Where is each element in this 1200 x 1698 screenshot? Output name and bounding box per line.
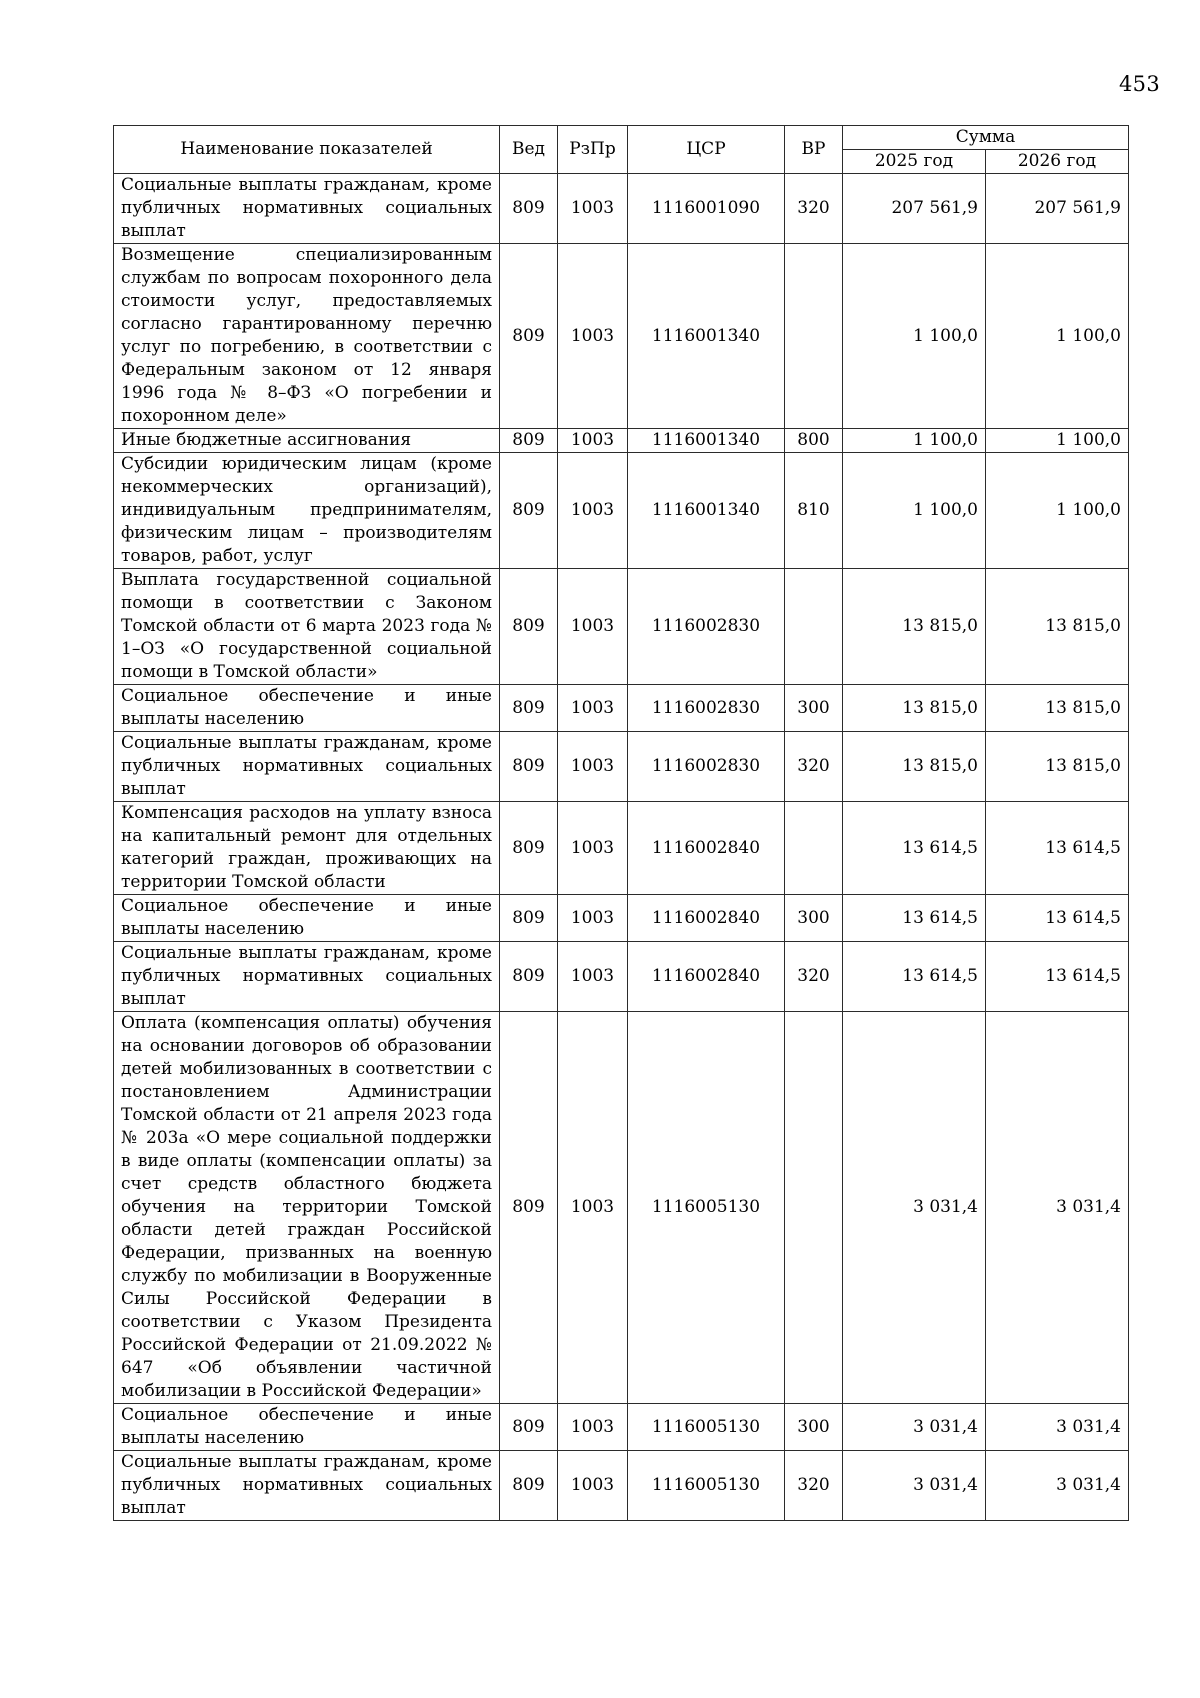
row-csr-cell: 1116005130 — [628, 1451, 785, 1521]
row-sum-2026-cell: 13 815,0 — [986, 569, 1129, 685]
row-sum-2025-cell: 13 815,0 — [843, 685, 986, 732]
row-sum-2026-cell: 13 614,5 — [986, 895, 1129, 942]
table-row — [114, 453, 1129, 569]
row-sum-2026-cell: 13 614,5 — [986, 802, 1129, 895]
row-sum-2025-cell: 3 031,4 — [843, 1404, 986, 1451]
row-ved-cell: 809 — [500, 802, 558, 895]
row-rzpr-cell: 1003 — [558, 1012, 628, 1404]
row-sum-2025-cell: 3 031,4 — [843, 1012, 986, 1404]
row-csr-cell: 1116002840 — [628, 942, 785, 1012]
row-rzpr-cell: 1003 — [558, 802, 628, 895]
row-rzpr-cell: 1003 — [558, 174, 628, 244]
row-rzpr-cell: 1003 — [558, 244, 628, 429]
row-rzpr-cell: 1003 — [558, 429, 628, 453]
row-rzpr-cell: 1003 — [558, 942, 628, 1012]
row-ved-cell: 809 — [500, 453, 558, 569]
row-csr-cell: 1116005130 — [628, 1012, 785, 1404]
header-name: Наименование показателей — [114, 126, 500, 174]
row-sum-2026-cell: 1 100,0 — [986, 453, 1129, 569]
row-vr-cell: 810 — [785, 453, 843, 569]
row-vr-cell: 320 — [785, 1451, 843, 1521]
table-row — [114, 895, 1129, 942]
row-sum-2025-cell: 1 100,0 — [843, 429, 986, 453]
row-rzpr-cell: 1003 — [558, 685, 628, 732]
row-ved-cell: 809 — [500, 895, 558, 942]
row-vr-cell — [785, 1012, 843, 1404]
row-sum-2025-cell: 13 614,5 — [843, 895, 986, 942]
row-vr-cell: 300 — [785, 685, 843, 732]
row-sum-2025-cell: 207 561,9 — [843, 174, 986, 244]
table-row — [114, 685, 1129, 732]
row-rzpr-cell: 1003 — [558, 895, 628, 942]
row-csr-cell: 1116005130 — [628, 1404, 785, 1451]
table-row — [114, 942, 1129, 1012]
table-row — [114, 1404, 1129, 1451]
header-sum: Сумма — [843, 126, 1129, 150]
row-vr-cell — [785, 569, 843, 685]
row-sum-2026-cell: 3 031,4 — [986, 1451, 1129, 1521]
row-name-cell: Социальное обеспечение и иные выплаты населению — [114, 895, 500, 942]
row-ved-cell: 809 — [500, 1404, 558, 1451]
row-vr-cell: 300 — [785, 895, 843, 942]
budget-table — [113, 125, 1129, 1521]
row-sum-2026-cell: 13 815,0 — [986, 732, 1129, 802]
header-rzpr: РзПр — [558, 126, 628, 174]
row-name-cell: Иные бюджетные ассигнования — [114, 429, 500, 453]
row-csr-cell: 1116001340 — [628, 429, 785, 453]
row-sum-2026-cell: 1 100,0 — [986, 244, 1129, 429]
row-name-cell: Выплата государственной социальной помощи в соответствии с Законом Томской области от 6 марта 2023 года № 1–ОЗ «О государственной социальной помощи в Томской области» — [114, 569, 500, 685]
row-ved-cell: 809 — [500, 569, 558, 685]
row-ved-cell: 809 — [500, 1012, 558, 1404]
row-sum-2026-cell: 207 561,9 — [986, 174, 1129, 244]
row-sum-2026-cell: 3 031,4 — [986, 1012, 1129, 1404]
table-row — [114, 732, 1129, 802]
header-ved: Вед — [500, 126, 558, 174]
row-sum-2025-cell: 13 815,0 — [843, 569, 986, 685]
row-ved-cell: 809 — [500, 732, 558, 802]
table-body — [114, 174, 1129, 1521]
row-csr-cell: 1116002840 — [628, 802, 785, 895]
row-rzpr-cell: 1003 — [558, 569, 628, 685]
row-csr-cell: 1116002830 — [628, 569, 785, 685]
row-sum-2026-cell: 3 031,4 — [986, 1404, 1129, 1451]
table-row — [114, 569, 1129, 685]
row-name-cell: Субсидии юридическим лицам (кроме некоммерческих организаций), индивидуальным предпринимателям, физическим лицам – производителям товаров, работ, услуг — [114, 453, 500, 569]
table-row — [114, 244, 1129, 429]
table-row — [114, 429, 1129, 453]
row-name-cell: Социальные выплаты гражданам, кроме публичных нормативных социальных выплат — [114, 174, 500, 244]
row-rzpr-cell: 1003 — [558, 1404, 628, 1451]
row-sum-2025-cell: 13 614,5 — [843, 802, 986, 895]
row-ved-cell: 809 — [500, 174, 558, 244]
header-year-2026: 2026 год — [986, 150, 1129, 174]
row-sum-2025-cell: 1 100,0 — [843, 453, 986, 569]
row-name-cell: Социальные выплаты гражданам, кроме публичных нормативных социальных выплат — [114, 942, 500, 1012]
table-header — [114, 126, 1129, 174]
row-sum-2025-cell: 1 100,0 — [843, 244, 986, 429]
table-row — [114, 1012, 1129, 1404]
row-vr-cell: 320 — [785, 942, 843, 1012]
row-ved-cell: 809 — [500, 1451, 558, 1521]
header-csr: ЦСР — [628, 126, 785, 174]
row-rzpr-cell: 1003 — [558, 1451, 628, 1521]
row-vr-cell — [785, 802, 843, 895]
row-ved-cell: 809 — [500, 685, 558, 732]
row-sum-2026-cell: 1 100,0 — [986, 429, 1129, 453]
row-name-cell: Возмещение специализированным службам по вопросам похоронного дела стоимости услуг, предоставляемых согласно гарантированному перечню услуг по погребению, в соответствии с Федеральным законом от 12 января 1996 года № 8–ФЗ «О погребении и похоронном деле» — [114, 244, 500, 429]
header-year-2025: 2025 год — [843, 150, 986, 174]
row-name-cell: Социальное обеспечение и иные выплаты населению — [114, 685, 500, 732]
row-rzpr-cell: 1003 — [558, 732, 628, 802]
table-row — [114, 802, 1129, 895]
row-sum-2025-cell: 13 614,5 — [843, 942, 986, 1012]
table-row — [114, 174, 1129, 244]
row-ved-cell: 809 — [500, 244, 558, 429]
table-row — [114, 1451, 1129, 1521]
row-sum-2026-cell: 13 614,5 — [986, 942, 1129, 1012]
row-csr-cell: 1116001340 — [628, 244, 785, 429]
row-vr-cell — [785, 244, 843, 429]
row-vr-cell: 300 — [785, 1404, 843, 1451]
row-vr-cell: 320 — [785, 732, 843, 802]
row-vr-cell: 320 — [785, 174, 843, 244]
row-sum-2025-cell: 13 815,0 — [843, 732, 986, 802]
row-ved-cell: 809 — [500, 942, 558, 1012]
row-ved-cell: 809 — [500, 429, 558, 453]
page-number: 453 — [1119, 72, 1160, 96]
row-name-cell: Компенсация расходов на уплату взноса на капитальный ремонт для отдельных категорий граждан, проживающих на территории Томской области — [114, 802, 500, 895]
row-sum-2026-cell: 13 815,0 — [986, 685, 1129, 732]
row-csr-cell: 1116001340 — [628, 453, 785, 569]
row-name-cell: Оплата (компенсация оплаты) обучения на основании договоров об образовании детей мобилизованных в соответствии с постановлением Администрации Томской области от 21 апреля 2023 года № 203а «О мере социальной поддержки в виде оплаты (компенсации оплаты) за счет средств областного бюджета обучения на территории Томской области детей граждан Российской Федерации, призванных на военную службу по мобилизации в Вооруженные Силы Российской Федерации в соответствии с Указом Президента Российской Федерации от 21.09.2022 № 647 «Об объявлении частичной мобилизации в Российской Федерации» — [114, 1012, 500, 1404]
row-name-cell: Социальные выплаты гражданам, кроме публичных нормативных социальных выплат — [114, 732, 500, 802]
row-rzpr-cell: 1003 — [558, 453, 628, 569]
row-csr-cell: 1116002830 — [628, 685, 785, 732]
row-sum-2025-cell: 3 031,4 — [843, 1451, 986, 1521]
row-vr-cell: 800 — [785, 429, 843, 453]
header-vr: ВР — [785, 126, 843, 174]
row-name-cell: Социальное обеспечение и иные выплаты населению — [114, 1404, 500, 1451]
row-name-cell: Социальные выплаты гражданам, кроме публичных нормативных социальных выплат — [114, 1451, 500, 1521]
row-csr-cell: 1116001090 — [628, 174, 785, 244]
row-csr-cell: 1116002830 — [628, 732, 785, 802]
row-csr-cell: 1116002840 — [628, 895, 785, 942]
